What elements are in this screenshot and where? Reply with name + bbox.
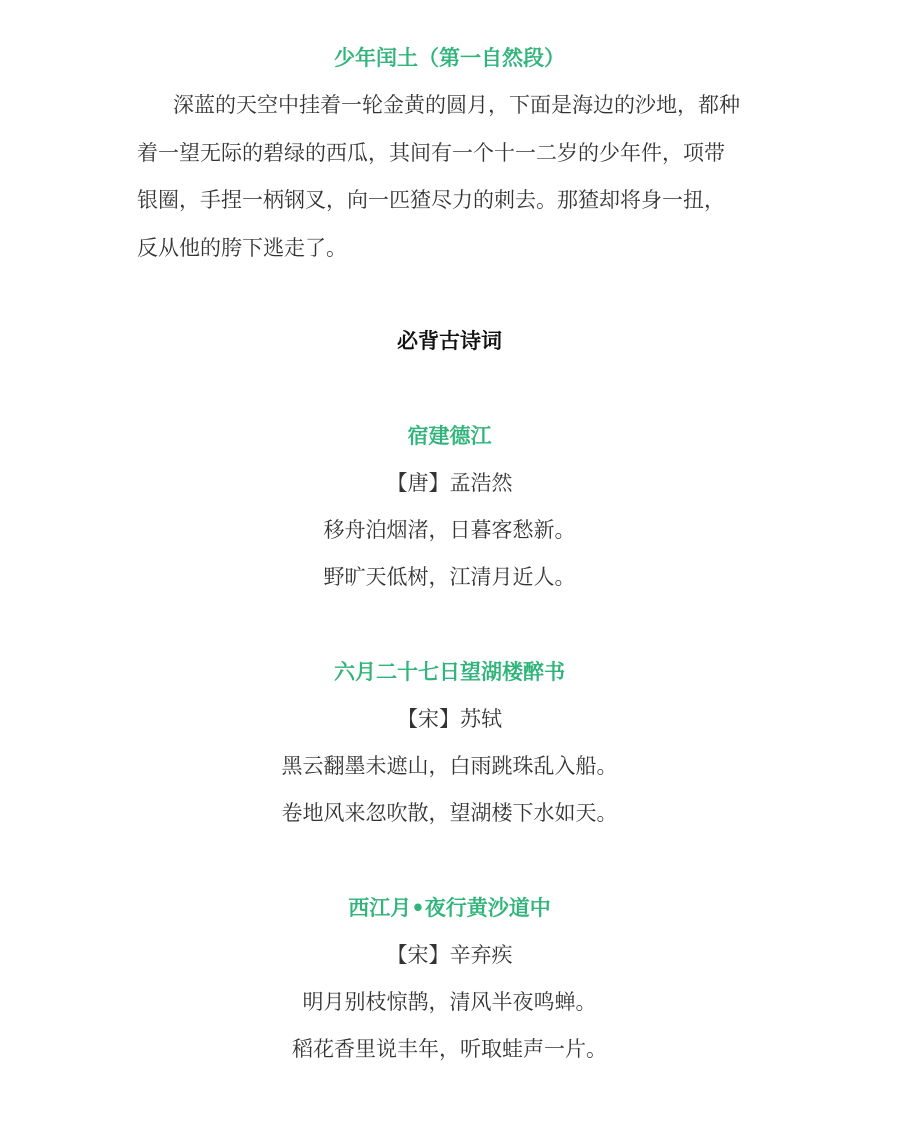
poem-3-title: 西江月•夜行黄沙道中 [348, 896, 551, 920]
poem-3-line-1: 明月别枝惊鹊，清风半夜鸣蝉。 [302, 990, 597, 1014]
poem-1-line-1: 移舟泊烟渚，日暮客愁新。 [323, 518, 576, 542]
section-title: 必背古诗词 [397, 329, 502, 353]
poem-3-line-2: 稻花香里说丰年，听取蛙声一片。 [292, 1037, 607, 1061]
poem-1-author: 【唐】孟浩然 [386, 471, 513, 495]
intro-line-1: 深蓝的天空中挂着一轮金黄的圆月，下面是海边的沙地，都种 [173, 93, 740, 117]
poem-3-author: 【宋】辛弃疾 [386, 943, 513, 967]
poem-2-author: 【宋】苏轼 [397, 707, 502, 731]
intro-line-2: 着一望无际的碧绿的西瓜，其间有一个十一二岁的少年件，项带 [137, 140, 725, 165]
intro-line-3: 银圈，手捏一柄钢叉，向一匹猹尽力的刺去。那猹却将身一扭， [137, 188, 725, 212]
poem-1-title: 宿建德江 [407, 424, 492, 448]
poem-1-line-2: 野旷天低树，江清月近人。 [323, 565, 576, 589]
poem-2-line-1: 黑云翻墨未遮山，白雨跳珠乱入船。 [281, 754, 618, 778]
intro-paragraph [137, 82, 777, 272]
poem-2-title: 六月二十七日望湖楼醉书 [334, 660, 565, 684]
intro-title: 少年闰土（第一自然段） [334, 46, 565, 70]
intro-line-4: 反从他的胯下逃走了。 [137, 235, 347, 260]
poem-2-line-2: 卷地风来忽吹散，望湖楼下水如天。 [281, 801, 618, 825]
